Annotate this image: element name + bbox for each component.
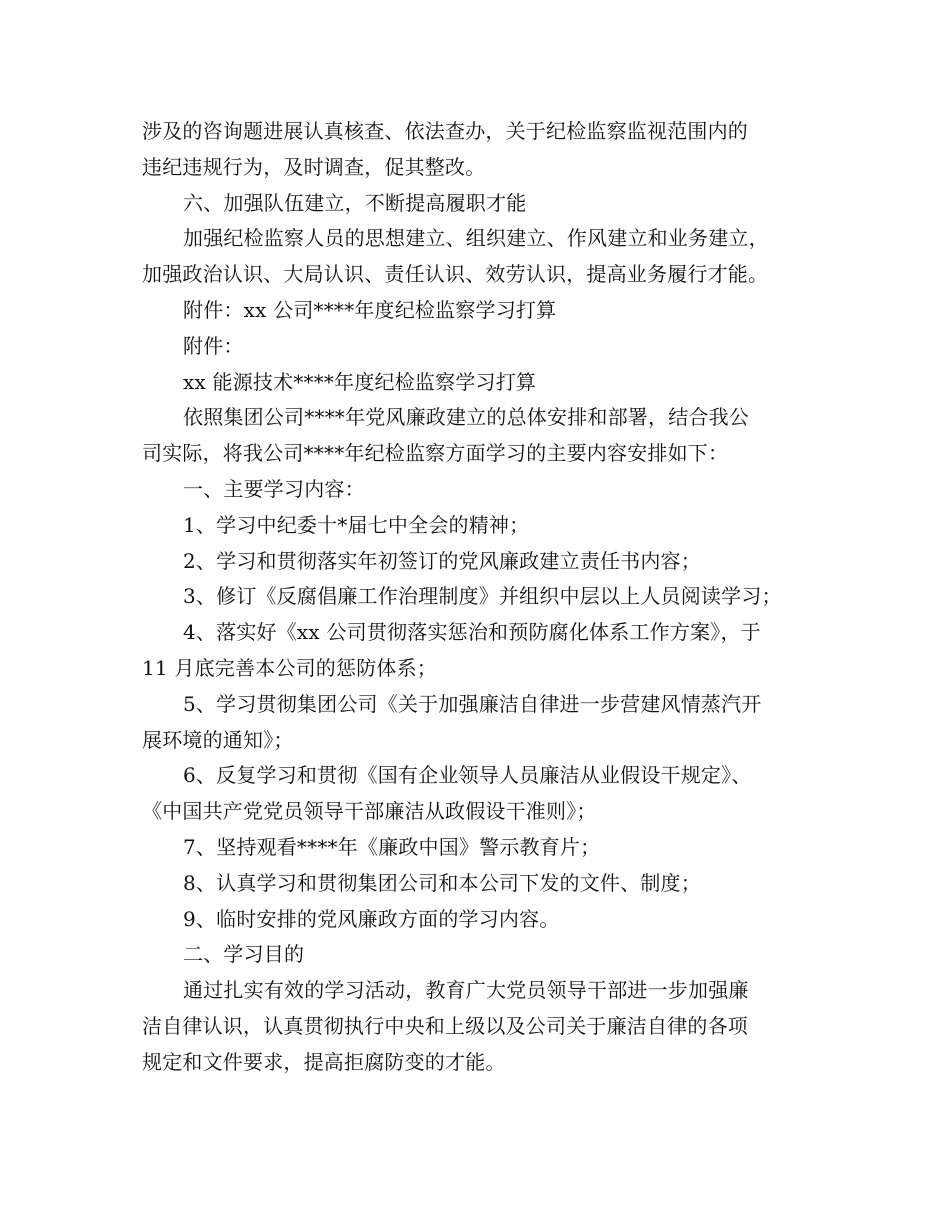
text-line: 加强政治认识、大局认识、责任认识、效劳认识，提高业务履行才能。 — [142, 262, 769, 287]
text-line: 洁自律认识，认真贯彻执行中央和上级以及公司关于廉洁自律的各项 — [142, 1013, 748, 1038]
attachment-title: xx 能源技术****年度纪检监察学习打算 — [183, 369, 537, 394]
text-line: 规定和文件要求，提高拒腐防变的才能。 — [142, 1049, 506, 1074]
text-line: 通过扎实有效的学习活动，教育广大党员领导干部进一步加强廉 — [183, 978, 749, 1003]
list-item-continuation: 展环境的通知》； — [142, 727, 294, 752]
list-item-continuation: 《中国共产党党员领导干部廉洁从政假设干准则》； — [142, 799, 597, 824]
list-item: 4、落实好《xx 公司贯彻落实惩治和预防腐化体系工作方案》，于 — [183, 620, 761, 645]
section-heading: 一、主要学习内容： — [183, 476, 365, 501]
list-item: 5、学习贯彻集团公司《关于加强廉洁自律进一步营建风情蒸汽开 — [183, 691, 762, 716]
list-item: 7、坚持观看****年《廉政中国》警示教育片； — [183, 834, 601, 859]
list-item: 6、反复学习和贯彻《国有企业领导人员廉洁从业假设干规定》、 — [183, 763, 752, 788]
list-item-continuation: 11 月底完善本公司的惩防体系； — [142, 655, 438, 680]
attachment-label: 附件： — [183, 333, 244, 358]
text-line: 违纪违规行为，及时调查，促其整改。 — [142, 154, 486, 179]
list-item: 2、学习和贯彻落实年初签订的党风廉政建立责任书内容； — [183, 548, 701, 573]
text-line: 司实际，将我公司****年纪检监察方面学习的主要内容安排如下： — [142, 441, 729, 466]
list-item: 1、学习中纪委十*届七中全会的精神； — [183, 512, 530, 537]
section-heading: 六、加强队伍建立，不断提高履职才能 — [183, 190, 527, 215]
text-line: 加强纪检监察人员的思想建立、组织建立、作风建立和业务建立， — [183, 226, 769, 251]
section-heading: 二、学习目的 — [183, 942, 305, 967]
text-line: 涉及的咨询题进展认真核查、依法查办，关于纪检监察监视范围内的 — [142, 119, 748, 143]
text-line: 依照集团公司****年党风廉政建立的总体安排和部署，结合我公 — [183, 405, 749, 430]
list-item: 9、临时安排的党风廉政方面的学习内容。 — [183, 906, 560, 931]
document-body — [142, 114, 814, 1081]
attachment-line: 附件：xx 公司****年度纪检监察学习打算 — [183, 297, 557, 322]
list-item: 3、修订《反腐倡廉工作治理制度》并组织中层以上人员阅读学习； — [183, 584, 782, 609]
list-item: 8、认真学习和贯彻集团公司和本公司下发的文件、制度； — [183, 870, 701, 895]
